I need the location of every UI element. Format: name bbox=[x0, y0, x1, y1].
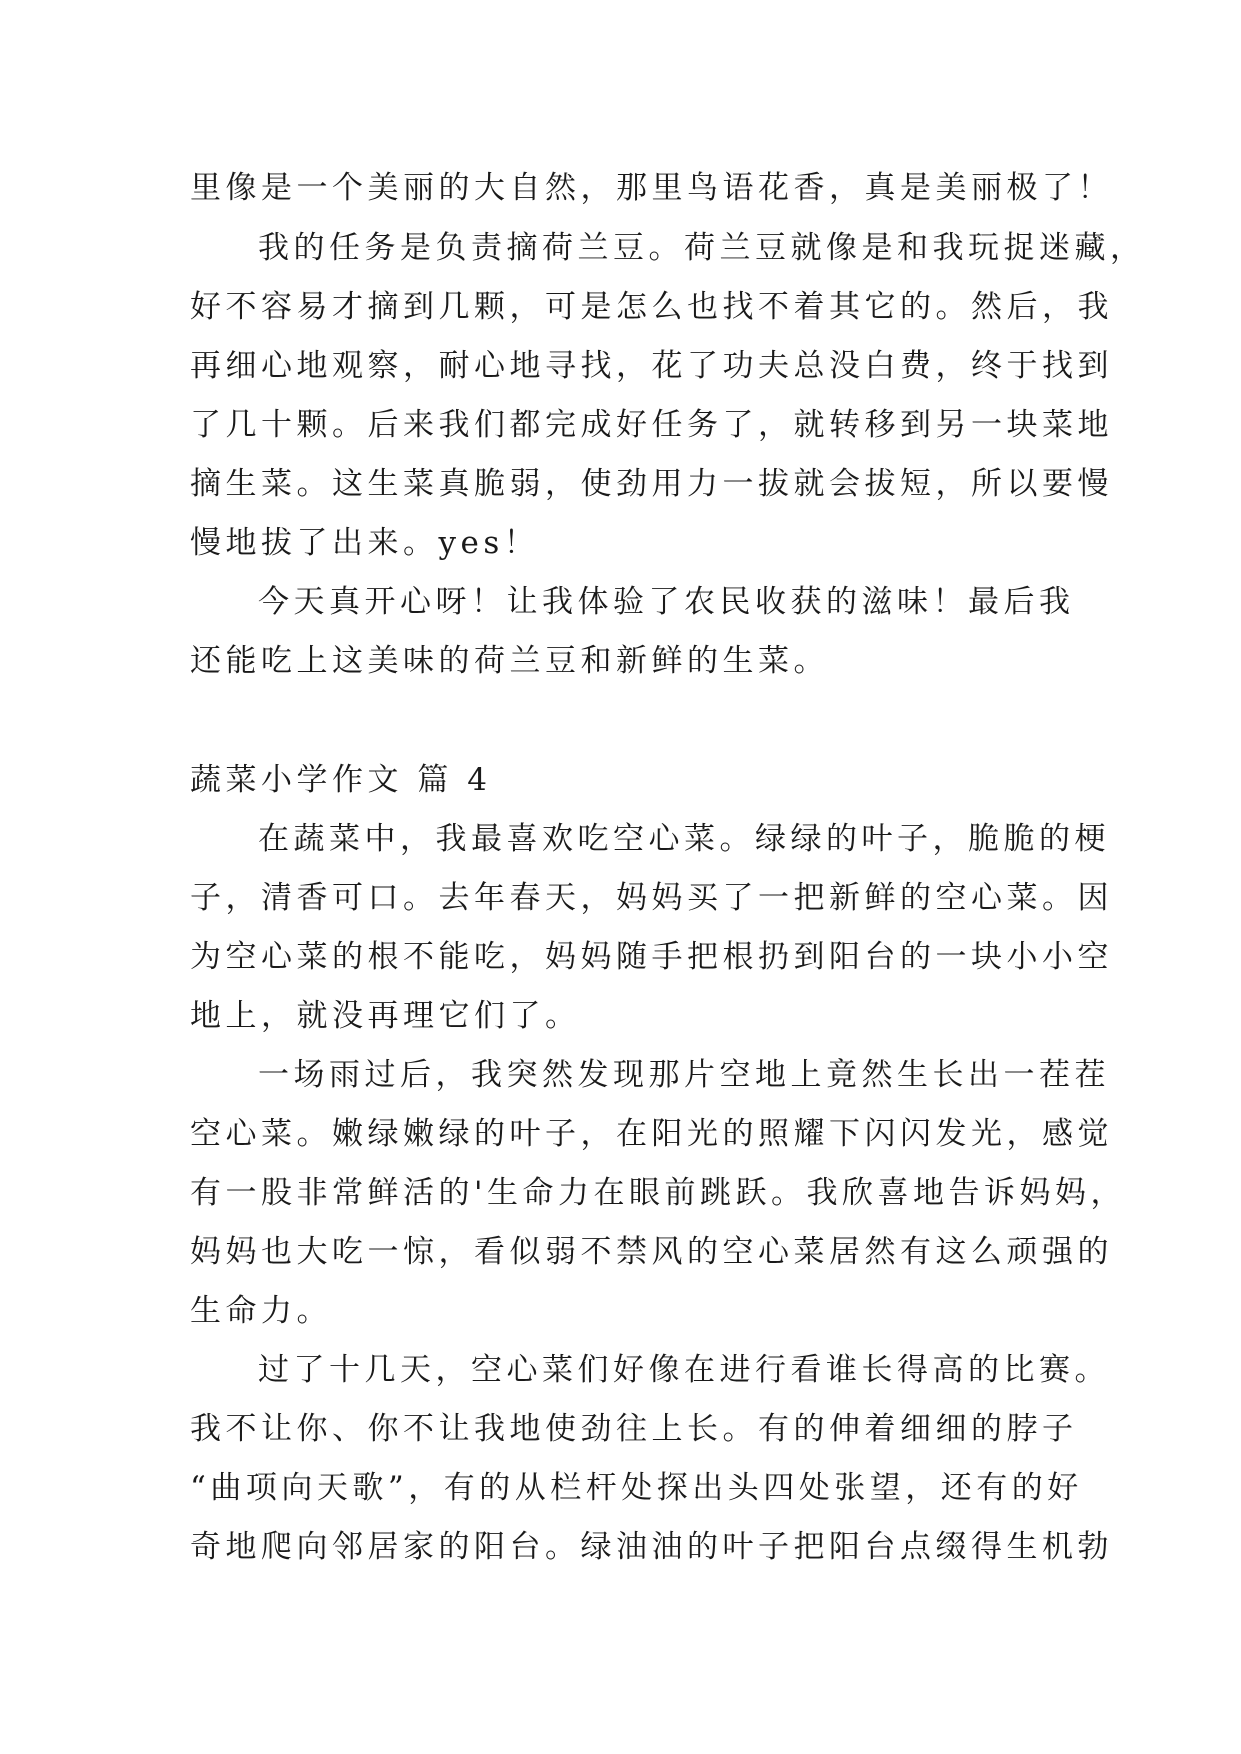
paragraph-line: 空心菜。嫩绿嫩绿的叶子，在阳光的照耀下闪闪发光，感觉 bbox=[190, 1116, 1113, 1152]
paragraph-line: 我不让你、你不让我地使劲往上长。有的伸着细细的脖子 bbox=[190, 1411, 1078, 1447]
paragraph-line: 生命力。 bbox=[190, 1293, 332, 1329]
paragraph-line: 我的任务是负责摘荷兰豆。荷兰豆就像是和我玩捉迷藏， bbox=[258, 230, 1146, 266]
paragraph-line: 奇地爬向邻居家的阳台。绿油油的叶子把阳台点缀得生机勃 bbox=[190, 1529, 1113, 1565]
section-title: 蔬菜小学作文 篇 4 bbox=[190, 762, 492, 798]
paragraph-line: 一场雨过后，我突然发现那片空地上竟然生长出一茬茬 bbox=[258, 1057, 1110, 1093]
paragraph-line: 里像是一个美丽的大自然，那里鸟语花香，真是美丽极了！ bbox=[190, 170, 1113, 206]
paragraph-line: 摘生菜。这生菜真脆弱，使劲用力一拔就会拔短，所以要慢 bbox=[190, 466, 1113, 502]
paragraph-line: 了几十颗。后来我们都完成好任务了，就转移到另一块菜地 bbox=[190, 407, 1113, 443]
paragraph-line: 过了十几天，空心菜们好像在进行看谁长得高的比赛。 bbox=[258, 1352, 1110, 1388]
paragraph-line: 还能吃上这美味的荷兰豆和新鲜的生菜。 bbox=[190, 643, 829, 679]
paragraph-line: 好不容易才摘到几颗，可是怎么也找不着其它的。然后，我 bbox=[190, 289, 1113, 325]
paragraph-line: 有一股非常鲜活的'生命力在眼前跳跃。我欣喜地告诉妈妈， bbox=[190, 1175, 1127, 1211]
paragraph-line: 慢地拔了出来。yes！ bbox=[190, 525, 540, 561]
paragraph-line: 再细心地观察，耐心地寻找，花了功夫总没白费，终于找到 bbox=[190, 348, 1113, 384]
paragraph-line: 为空心菜的根不能吃，妈妈随手把根扔到阳台的一块小小空 bbox=[190, 939, 1113, 975]
paragraph-line: 今天真开心呀！让我体验了农民收获的滋味！最后我 bbox=[258, 584, 1075, 620]
paragraph-line: “曲项向天歌”，有的从栏杆处探出头四处张望，还有的好 bbox=[190, 1470, 1083, 1506]
paragraph-line: 妈妈也大吃一惊，看似弱不禁风的空心菜居然有这么顽强的 bbox=[190, 1234, 1113, 1270]
paragraph-line: 在蔬菜中，我最喜欢吃空心菜。绿绿的叶子，脆脆的梗 bbox=[258, 821, 1110, 857]
paragraph-line: 地上，就没再理它们了。 bbox=[190, 998, 581, 1034]
paragraph-line: 子，清香可口。去年春天，妈妈买了一把新鲜的空心菜。因 bbox=[190, 880, 1113, 916]
